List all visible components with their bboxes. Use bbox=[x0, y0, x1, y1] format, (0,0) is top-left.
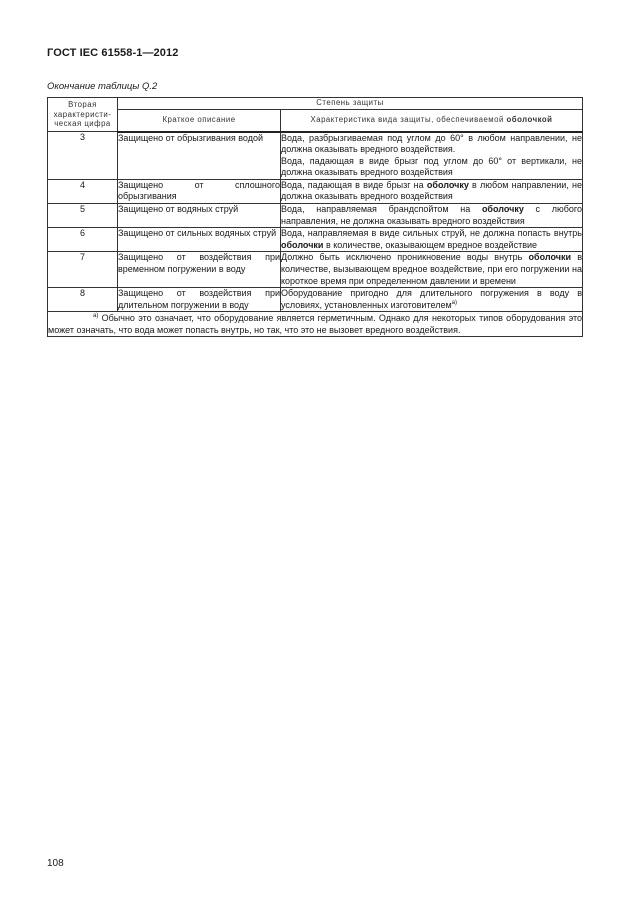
header-characteristic-bold: оболочкой bbox=[506, 115, 553, 125]
characteristic-line: Вода, разбрызгиваемая под углом до 60° в любом направлении, не должна оказывать вредного воздействия. bbox=[281, 132, 582, 155]
table-row bbox=[48, 132, 583, 180]
header-brief-description: Краткое описание bbox=[118, 109, 281, 132]
row-digit: 6 bbox=[48, 228, 118, 252]
footnote-text: Обычно это означает, что оборудование является герметичным. Однако для некоторых типов оборудования это может означать, что вода может попасть внутрь, но так, что это не вызовет вредного воздействия. bbox=[48, 313, 582, 336]
row-digit: 8 bbox=[48, 288, 118, 312]
page-number: 108 bbox=[47, 858, 64, 869]
row-brief-description: Защищено от воздействия при длительном погружении в воду bbox=[118, 288, 281, 312]
row-brief-description: Защищено от сильных водяных струй bbox=[118, 228, 281, 252]
table-row bbox=[48, 179, 583, 203]
header-characteristic: Характеристика вида защиты, обеспечиваемой оболочкой bbox=[281, 109, 583, 132]
row-characteristic: Оборудование пригодно для длительного погружения в воду в условиях, установленных изготовителем$^{а)}$ bbox=[281, 288, 583, 312]
table-row bbox=[48, 288, 583, 312]
header-second-digit: Вторая характеристи-ческая цифра bbox=[48, 98, 118, 132]
row-brief-description: Защищено от обрызгивания водой bbox=[118, 132, 281, 180]
footnote-marker: а) bbox=[93, 313, 99, 320]
row-characteristic: Вода, направляемая в виде сильных струй, не должна попасть внутрь оболочки в количестве, оказывающем вредное воздействие bbox=[281, 228, 583, 252]
row-brief-description: Защищено от сплошного обрызгивания bbox=[118, 179, 281, 203]
characteristic-line: Вода, падающая в виде брызг под углом до 60° от вертикали, не должна оказывать вредного воздействия bbox=[281, 155, 582, 178]
table-header-row bbox=[48, 98, 583, 110]
row-digit: 3 bbox=[48, 132, 118, 180]
row-characteristic: Должно быть исключено проникновение воды внутрь оболочки в количестве, вызывающем вредное воздействие, при его погружении на короткое время при определенном давлении и времени bbox=[281, 252, 583, 288]
table-footnote bbox=[48, 312, 583, 337]
document-header: ГОСТ IEC 61558-1—2012 bbox=[47, 47, 179, 59]
term-enclosure: оболочки bbox=[528, 252, 572, 263]
row-characteristic: Вода, падающая в виде брызг на оболочку в любом направлении, не должна оказывать вредного воздействия bbox=[281, 179, 583, 203]
term-enclosure: оболочки bbox=[281, 239, 324, 250]
footnote-reference: а) bbox=[451, 299, 457, 306]
table-row bbox=[48, 228, 583, 252]
term-enclosure: оболочку bbox=[426, 179, 469, 190]
row-characteristic bbox=[281, 132, 583, 180]
protection-degree-table bbox=[47, 97, 583, 337]
row-brief-description: Защищено от воздействия при временном погружении в воду bbox=[118, 252, 281, 288]
row-brief-description: Защищено от водяных струй bbox=[118, 204, 281, 228]
row-digit: 5 bbox=[48, 204, 118, 228]
row-digit: 4 bbox=[48, 179, 118, 203]
term-enclosure: оболочку bbox=[481, 204, 524, 215]
table-subheader-row bbox=[48, 109, 583, 132]
table-caption: Окончание таблицы Q.2 bbox=[47, 81, 158, 92]
table-row bbox=[48, 252, 583, 288]
header-protection-degree: Степень защиты bbox=[118, 98, 583, 110]
row-characteristic: Вода, направляемая брандспойтом на оболочку с любого направления, не должна оказывать вредного воздействия bbox=[281, 204, 583, 228]
table-row bbox=[48, 204, 583, 228]
footnote-row bbox=[48, 312, 583, 337]
row-digit: 7 bbox=[48, 252, 118, 288]
